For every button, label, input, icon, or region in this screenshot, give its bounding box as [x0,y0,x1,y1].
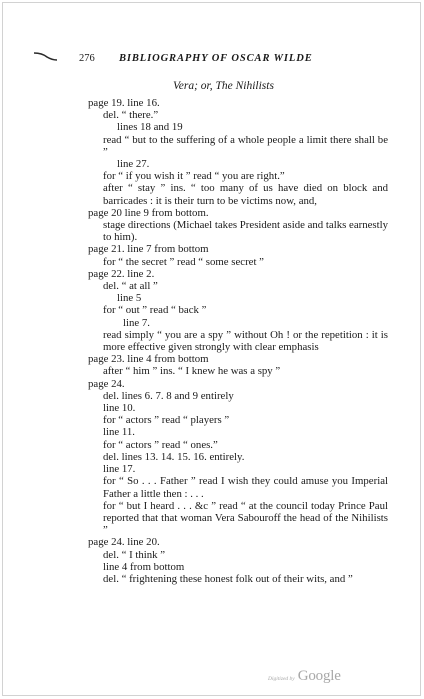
digitized-by-text: Digitized by [268,676,295,682]
text-line: read simply “ you are a spy ” without Oh ! or the repetition : it is more effective given strongly with clear emphasis [103,328,388,354]
text-line: page 24. line 20. [88,536,160,549]
text-line: after “ him ” ins. “ I knew he was a spy ” [103,365,281,378]
pencil-mark-icon [33,50,59,62]
google-logo-text: Google [297,668,341,684]
text-line: read “ but to the suffering of a whole people a limit there shall be ” [103,133,388,158]
text-line: line 7. [123,316,150,329]
text-line: for “ but I heard . . . &c ” read “ at the council today Prince Paul reported that that woman Vera Sabouroff the head of the Nihilists ” [103,499,388,537]
text-line: page 19. line 16. [88,97,160,109]
text-line: line 17. [103,463,136,476]
text-line: del. “ there.” [103,109,159,122]
text-line: page 23. line 4 from bottom [88,353,209,366]
text-line: page 21. line 7 from bottom [88,243,209,256]
text-line: del. “ frightening these honest folk out of their wits, and ” [103,572,353,585]
text-line: del. lines 6. 7. 8 and 9 entirely [103,389,234,402]
text-line: for “ the secret ” read “ some secret ” [103,255,264,268]
section-subtitle: Vera; or, The Nihilists [173,80,274,92]
text-line: page 20 line 9 from bottom. [88,206,209,219]
text-line: lines 18 and 19 [117,121,183,134]
text-line: after “ stay ” ins. “ too many of us have died on block and barricades : it is their turn to be victims now, and, [103,182,388,207]
text-line: line 4 from bottom [103,560,185,573]
text-line: for “ actors ” read “ players ” [103,414,230,427]
text-line: del. “ at all ” [103,280,158,293]
running-header [79,53,313,65]
text-line: line 10. [103,402,136,415]
text-line: del. lines 13. 14. 15. 16. entirely. [103,450,245,463]
page-number: 276 [79,53,95,64]
text-line: line 5 [117,292,142,305]
running-title: BIBLIOGRAPHY OF OSCAR WILDE [119,53,313,64]
text-line: for “ if you wish it ” read “ you are right.” [103,170,285,183]
text-line: for “ actors ” read “ ones.” [103,438,218,451]
text-line: del. “ I think ” [103,548,166,561]
text-line: line 11. [103,426,135,439]
text-line: for “ out ” read “ back ” [103,304,207,317]
digitization-watermark [268,667,341,685]
text-line: for “ So . . . Father ” read I wish they could amuse you Imperial Father a little then : . . . [103,475,388,500]
corrections-text [88,97,388,585]
text-line: stage directions (Michael takes President aside and talks earnestly to him). [103,219,388,244]
text-line: page 22. line 2. [88,267,155,280]
text-line: page 24. [88,377,125,390]
text-line: line 27. [117,158,150,171]
